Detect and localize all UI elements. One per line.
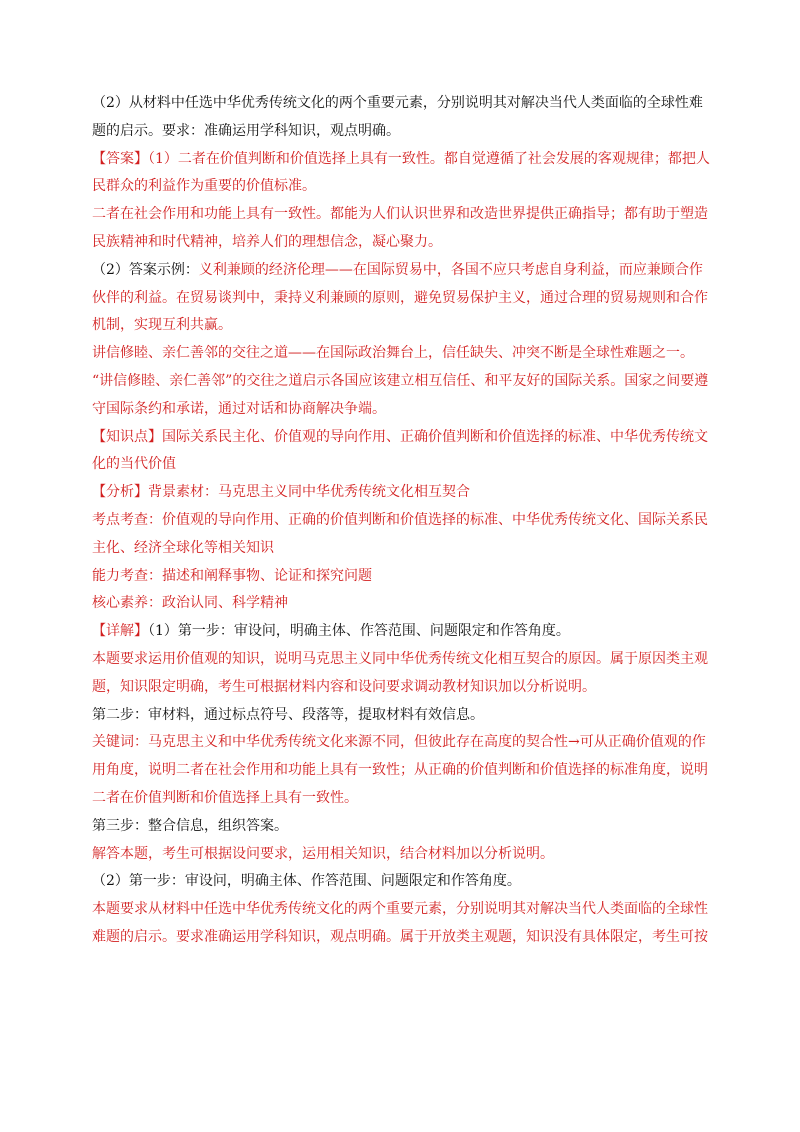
answer-paragraph-3: [92, 257, 714, 340]
detail-paragraph-3: [92, 702, 714, 730]
detail-paragraph-8: [92, 896, 714, 952]
detail-paragraph-2: [92, 646, 714, 702]
analysis-text: 背景素材：马克思主义同中华优秀传统文化相互契合: [148, 484, 470, 501]
answer-paragraph-2: [92, 201, 714, 257]
knowledge-label: 【知识点】: [92, 428, 162, 445]
literacy-paragraph: [92, 590, 714, 618]
exam-points-text: 考点考查：价值观的导向作用、正确的价值判断和价值选择的标准、中华优秀传统文化、国际关系民主化、经济全球化等相关知识: [92, 511, 708, 556]
document-body: [92, 90, 714, 952]
answer-paragraph-5: [92, 368, 714, 424]
answer-example-2b: “讲信修睦、亲仁善邻”的交往之道启示各国应该建立相互信任、和平友好的国际关系。国家之间要遵守国际条约和承诺，通过对话和协商解决争端。: [92, 372, 709, 417]
detail-label: 【详解】: [92, 623, 148, 640]
question-paragraph: [92, 90, 714, 146]
ability-paragraph: [92, 563, 714, 591]
answer-part1-text: （1）二者在价值判断和价值选择上具有一致性。都自觉遵循了社会发展的客观规律；都把人民群众的利益作为重要的价值标准。: [92, 150, 710, 195]
detail-paragraph-4: [92, 729, 714, 812]
detail-1-keywords: 关键词：马克思主义和中华优秀传统文化来源不同，但彼此存在高度的契合性→可从正确价值观的作用角度，说明二者在社会作用和功能上具有一致性；从正确的价值判断和价值选择的标准角度，说明二者在价值判断和价值选择上具有一致性。: [92, 734, 708, 806]
detail-paragraph-7: [92, 868, 714, 896]
answer-example-1: 义利兼顾的经济伦理——在国际贸易中，各国不应只考虑自身利益，而应兼顾合作伙伴的利益。在贸易谈判中，秉持义利兼顾的原则，避免贸易保护主义，通过合理的贸易规则和合作机制，实现互利共赢。: [92, 261, 708, 334]
answer-paragraph-1: [92, 146, 714, 202]
answer-part1-text-2: 二者在社会作用和功能上具有一致性。都能为人们认识世界和改造世界提供正确指导；都有助于塑造民族精神和时代精神，培养人们的理想信念，凝心聚力。: [92, 206, 708, 250]
answer-paragraph-4: [92, 340, 714, 368]
detail-2-requirement: 本题要求从材料中任选中华优秀传统文化的两个重要元素，分别说明其对解决当代人类面临的全球性难题的启示。要求准确运用学科知识，观点明确。属于开放类主观题，知识没有具体限定，考生可按: [92, 901, 708, 945]
detail-2-step1: （2）第一步：审设问，明确主体、作答范围、问题限定和作答角度。: [92, 873, 521, 890]
detail-1-step3: 第三步：整合信息，组织答案。: [92, 817, 288, 834]
answer-example-label: （2）答案示例：: [92, 261, 199, 278]
answer-example-2a: 讲信修睦、亲仁善邻的交往之道——在国际政治舞台上，信任缺失、冲突不断是全球性难题之一。: [92, 345, 694, 362]
analysis-paragraph: [92, 479, 714, 507]
answer-label: 【答案】: [92, 150, 148, 167]
detail-1-requirement: 本题要求运用价值观的知识，说明马克思主义同中华优秀传统文化相互契合的原因。属于原因类主观题，知识限定明确，考生可根据材料内容和设问要求调动教材知识加以分析说明。: [92, 650, 708, 695]
detail-paragraph-5: [92, 813, 714, 841]
detail-1-step2: 第二步：审材料，通过标点符号、段落等，提取材料有效信息。: [92, 706, 484, 723]
detail-paragraph-1: [92, 618, 714, 646]
detail-1-step1: （1）第一步：审设问，明确主体、作答范围、问题限定和作答角度。: [148, 623, 570, 640]
detail-1-answer: 解答本题，考生可根据设问要求，运用相关知识，结合材料加以分析说明。: [92, 845, 554, 862]
ability-text: 能力考查：描述和阐释事物、论证和探究问题: [92, 567, 372, 584]
question-text: （2）从材料中任选中华优秀传统文化的两个重要元素，分别说明其对解决当代人类面临的全球性难题的启示。要求：准确运用学科知识，观点明确。: [92, 95, 703, 139]
literacy-text: 核心素养：政治认同、科学精神: [92, 595, 288, 612]
analysis-label: 【分析】: [92, 484, 148, 501]
detail-paragraph-6: [92, 841, 714, 869]
knowledge-paragraph: [92, 424, 714, 480]
knowledge-text: 国际关系民主化、价值观的导向作用、正确价值判断和价值选择的标准、中华优秀传统文化的当代价值: [92, 428, 708, 473]
exam-points-paragraph: [92, 507, 714, 563]
